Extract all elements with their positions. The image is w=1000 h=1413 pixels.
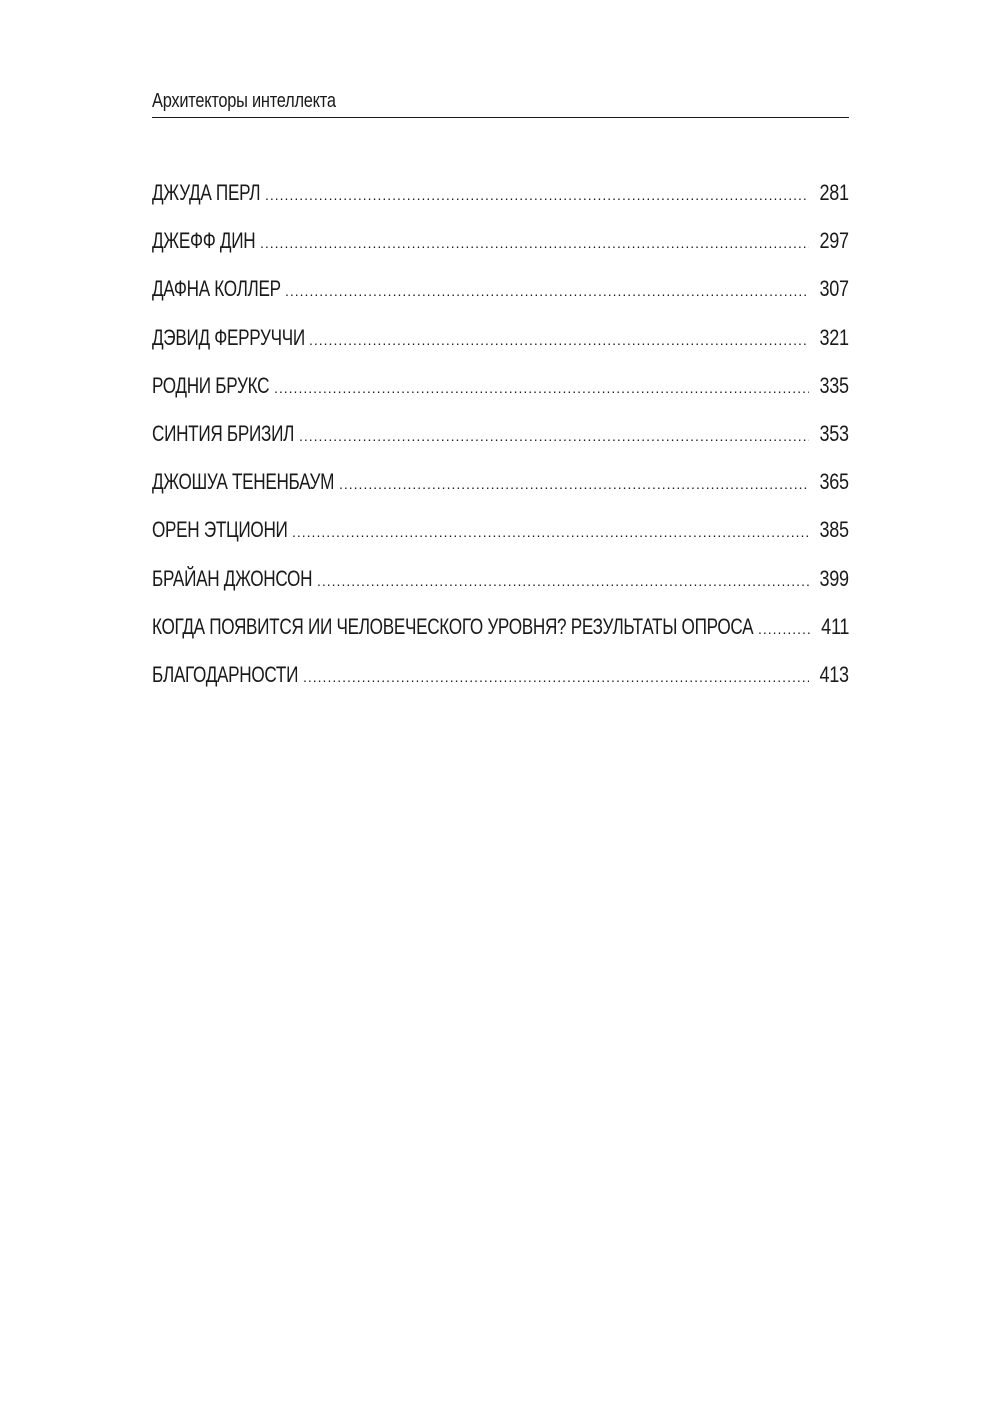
toc-entry-page: 281 xyxy=(819,180,849,205)
dot-leader xyxy=(292,515,809,549)
toc-entry[interactable] xyxy=(152,321,849,369)
toc-entry[interactable] xyxy=(152,224,849,272)
toc-entry-title: БЛАГОДАРНОСТИ xyxy=(152,661,299,687)
toc-entry-page: 399 xyxy=(819,565,849,591)
dot-leader xyxy=(758,612,811,646)
toc-entry-page: 365 xyxy=(819,469,849,495)
toc-entry-page: 411 xyxy=(820,613,849,639)
toc-entry-title: ОРЕН ЭТЦИОНИ xyxy=(152,517,288,543)
dot-leader xyxy=(303,660,809,694)
toc-entry-page: 385 xyxy=(819,517,849,543)
toc-entry[interactable] xyxy=(152,513,849,561)
toc-entry[interactable] xyxy=(152,658,849,706)
dot-leader xyxy=(339,467,809,501)
toc-entry-page: 335 xyxy=(819,372,849,398)
toc-entry[interactable] xyxy=(152,465,849,513)
toc-entry-title: РОДНИ БРУКС xyxy=(152,372,270,398)
dot-leader xyxy=(265,178,809,212)
dot-leader xyxy=(299,419,809,453)
dot-leader xyxy=(309,323,809,357)
toc-entry-page: 321 xyxy=(819,324,849,350)
dot-leader xyxy=(274,371,809,405)
toc-entry-title: СИНТИЯ БРИЗИЛ xyxy=(152,420,295,446)
toc-entry-title: КОГДА ПОЯВИТСЯ ИИ ЧЕЛОВЕЧЕСКОГО УРОВНЯ? РЕЗУЛЬТАТЫ ОПРОСА xyxy=(152,613,754,639)
toc-entry[interactable] xyxy=(152,417,849,465)
toc-entry-page: 297 xyxy=(819,228,849,254)
toc-entry-title: ДЖЕФФ ДИН xyxy=(152,228,256,254)
table-of-contents xyxy=(152,176,849,706)
toc-entry-title: ДЖОШУА ТЕНЕНБАУМ xyxy=(152,469,335,495)
toc-entry[interactable] xyxy=(152,610,849,658)
toc-entry-page: 413 xyxy=(819,661,849,687)
dot-leader xyxy=(285,274,809,308)
toc-entry[interactable] xyxy=(152,369,849,417)
toc-entry-page: 353 xyxy=(819,420,849,446)
toc-entry-title: БРАЙАН ДЖОНСОН xyxy=(152,565,313,591)
running-header xyxy=(152,88,849,118)
toc-entry-page: 307 xyxy=(819,276,849,302)
running-title: Архитекторы интеллекта xyxy=(152,90,336,112)
toc-entry-title: ДЖУДА ПЕРЛ xyxy=(152,180,261,205)
dot-leader xyxy=(260,226,809,260)
dot-leader xyxy=(317,564,809,598)
toc-entry[interactable] xyxy=(152,562,849,610)
toc-entry[interactable] xyxy=(152,272,849,320)
toc-entry-title: ДЭВИД ФЕРРУЧЧИ xyxy=(152,324,305,350)
toc-entry-title: ДАФНА КОЛЛЕР xyxy=(152,276,281,302)
toc-entry[interactable] xyxy=(152,176,849,224)
